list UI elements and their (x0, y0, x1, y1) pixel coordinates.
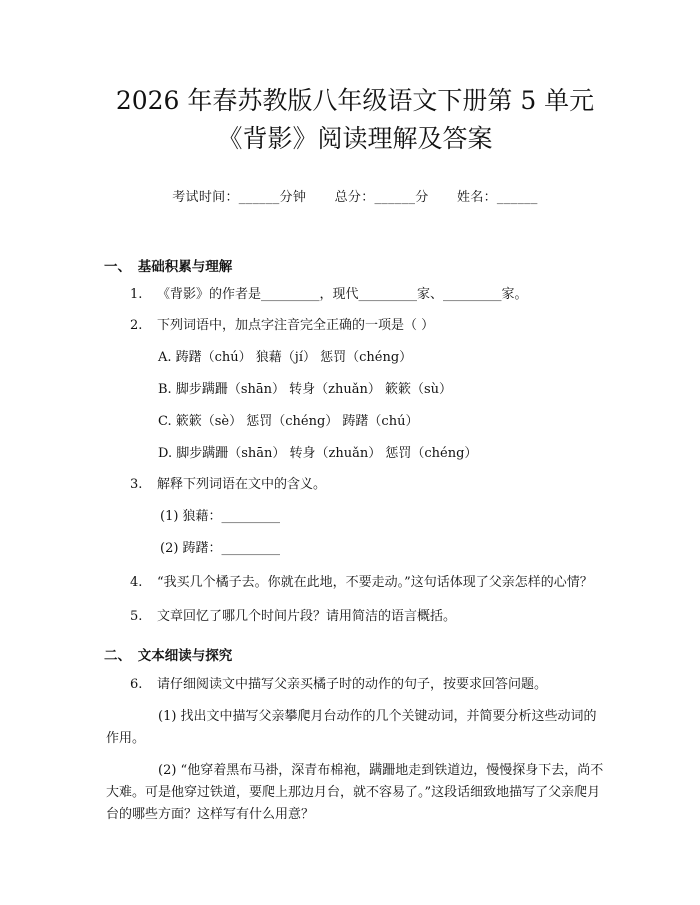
question-2-option-c[interactable]: C. 簌簌（sè） 惩罚（chéng） 踌躇（chú） (158, 414, 419, 429)
document-title (106, 82, 604, 158)
title-line-1: 2026 年春苏教版八年级语文下册第 5 单元 (115, 86, 595, 115)
question-2-option-a[interactable]: A. 踌躇（chú） 狼藉（jí） 惩罚（chéng） (158, 350, 413, 365)
question-1-number: 1. (130, 287, 143, 302)
question-1-text: 《背影》的作者是_________，现代_________家、_________家。 (157, 287, 528, 302)
question-3-text: 解释下列词语在文中的含义。 (157, 477, 327, 492)
question-1 (106, 284, 604, 306)
question-6-sub-2: (2) “他穿着黑布马褂，深青布棉袍，蹒跚地走到铁道边，慢慢探身下去，尚不大难。可是他穿过铁道，要爬上那边月台，就不容易了。”这段话细致地描写了父亲爬月台的哪些方面？这样写有什么用意？ (106, 763, 604, 822)
question-6-sub-1: (1) 找出文中描写父亲攀爬月台动作的几个关键动词，并简要分析这些动词的作用。 (106, 709, 597, 746)
exam-info-line (106, 186, 604, 205)
question-3-sub-1: (1) 狼藉：_________ (160, 509, 281, 524)
question-3-number: 3. (130, 477, 143, 492)
question-2-text: 下列词语中，加点字注音完全正确的一项是（ ） (157, 318, 435, 333)
total-score-field[interactable]: 总分：______分 (334, 190, 429, 205)
question-2 (106, 315, 604, 337)
exam-time-field[interactable]: 考试时间：______分钟 (172, 190, 307, 205)
question-4 (106, 572, 604, 594)
question-3 (106, 474, 604, 496)
title-line-2: 《背影》阅读理解及答案 (217, 124, 493, 153)
question-5-number: 5. (130, 609, 143, 624)
question-2-number: 2. (130, 318, 143, 333)
question-4-text: “我买几个橘子去。你就在此地，不要走动。”这句话体现了父亲怎样的心情？ (157, 575, 593, 590)
question-5 (106, 606, 604, 628)
question-2-option-b[interactable]: B. 脚步蹒跚（shān） 转身（zhuǎn） 簌簌（sù） (158, 382, 453, 397)
section-1-heading: 一、 基础积累与理解 (104, 259, 233, 275)
question-3-sub-2: (2) 踌躇：_________ (160, 541, 281, 556)
question-6-text: 请仔细阅读文中描写父亲买橘子时的动作的句子，按要求回答问题。 (157, 677, 548, 692)
student-name-field[interactable]: 姓名：______ (457, 190, 538, 205)
question-2-option-d[interactable]: D. 脚步蹒跚（shān） 转身（zhuǎn） 惩罚（chéng） (158, 446, 478, 461)
section-2-heading: 二、 文本细读与探究 (104, 648, 233, 664)
question-4-number: 4. (130, 575, 143, 590)
question-6 (106, 674, 604, 696)
question-5-text: 文章回忆了哪几个时间片段？请用简洁的语言概括。 (157, 609, 457, 624)
question-6-number: 6. (130, 677, 143, 692)
